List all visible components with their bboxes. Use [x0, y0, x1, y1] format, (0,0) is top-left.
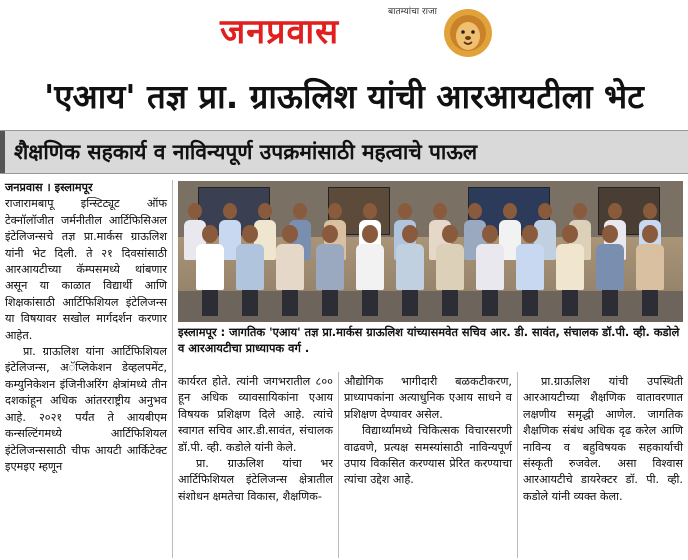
subhead-bar	[0, 130, 688, 174]
photo-person	[276, 225, 304, 316]
photo-person	[236, 225, 264, 316]
article-paragraph: औद्योगिक भागीदारी बळकटीकरण, प्राध्यापकांना अत्याधुनिक एआय साधने व प्रशिक्षण देण्यावर असेल.	[344, 375, 512, 421]
photo-person	[316, 225, 344, 316]
article-column-3	[344, 374, 512, 489]
masthead	[0, 0, 688, 64]
lion-icon	[440, 6, 496, 58]
article-column-1	[5, 180, 167, 475]
photo-person	[516, 225, 544, 316]
photo-person	[356, 225, 384, 316]
subhead: शैक्षणिक सहकार्य व नाविन्यपूर्ण उपक्रमांसाठी महत्वाचे पाऊल	[14, 140, 478, 164]
photo-person	[196, 225, 224, 316]
photo-person	[476, 225, 504, 316]
photo-person	[556, 225, 584, 316]
photo-person	[436, 225, 464, 316]
column-rule	[172, 180, 173, 558]
photo-person	[396, 225, 424, 316]
photo-person	[636, 225, 664, 316]
photo-person	[596, 225, 624, 316]
column-rule	[338, 372, 339, 558]
article-column-4	[523, 374, 683, 505]
column-rule	[517, 372, 518, 558]
group-photo	[178, 181, 683, 322]
newspaper-logo: जनप्रवास	[220, 12, 340, 52]
dateline: जनप्रवास । इस्लामपूर	[5, 181, 93, 194]
subhead-accent	[0, 131, 5, 173]
article-paragraph: विद्यार्थ्यांमध्ये चिकित्सक विचारसरणी वाढवणे, प्रत्यक्ष समस्यांसाठी नाविन्यपूर्ण उपाय विकसित करण्यास प्रेरित करण्याचा त्यांचा उद्देश आहे.	[344, 424, 512, 487]
article-paragraph: प्रा. ग्राऊलिश यांना आर्टिफिशियल इंटेलिजन्स, अॅप्लिकेशन डेव्हलपमेंट, कम्युनिकेशन इंजिनीअरिंग क्षेत्रांमध्ये तीन दशकांहून अधिक आंतरराष्ट्रीय अनुभव आहे. २०२१ पर्यंत ते आयबीएम कन्सल्टिंगमध्ये आर्टिफिशियल इंटेलिजन्ससाठी चीफ आयटी आर्किटेक्ट इएमइए म्हणून	[5, 345, 167, 473]
headline: 'एआय' तज्ञ प्रा. ग्राऊलिश यांची आरआयटीला भेट	[44, 77, 644, 116]
photo-caption: इस्लामपूर : जागतिक 'एआय' तज्ञ प्रा.मार्कस ग्राऊलिश यांच्यासमवेत सचिव आर. डी. सावंत, संचालक डॉ.पी. व्ही. कडोले व आरआयटीचा प्राध्यापक वर्ग .	[178, 325, 680, 355]
article-column-2	[178, 374, 333, 505]
article-paragraph: कार्यरत होते. त्यांनी जगभरातील ८०० हून अधिक व्यावसायिकांना एआय विषयक प्रशिक्षण दिले आहे. त्यांचे स्वागत सचिव आर.डी.सावंत, संचालक डॉ.पी. व्ही. कडोले यांनी केले.	[178, 375, 333, 454]
article-paragraph: प्रा. ग्राऊलिश यांचा भर आर्टिफिशियल इंटेलिजन्स क्षेत्रातील संशोधन क्षमतेचा विकास, शैक्षणिक-	[178, 457, 333, 503]
article-paragraph: राजारामबापू इन्स्टिट्यूट ऑफ टेक्नॉलॉजीत जर्मनीतील आर्टिफिसिअल इंटेलिजन्सचे तज्ञ प्रा.मार्कस ग्राऊलिश यांनी भेट दिली. ते २१ दिवसांसाठी आरआयटीच्या कॅम्पसमध्ये थांबणार असून या काळात विद्यार्थी आणि शिक्षकांसाठी आर्टिफिशियल इंटेलिजन्स या विषयावर सखोल मार्गदर्शन करणार आहेत.	[5, 197, 167, 342]
masthead-tagline: बातम्यांचा राजा	[388, 7, 438, 17]
article-paragraph: प्रा.ग्राऊलिश यांची उपस्थिती आरआयटीच्या शैक्षणिक वातावरणात लक्षणीय समृद्धी आणेल. जागतिक शैक्षणिक संबंध अधिक दृढ करेल आणि नाविन्य व बहुविषयक सहकार्याची संस्कृती रुजवेल. असा विश्वास आरआयटीचे डायरेक्टर डॉ. पी. व्ही. कडोले यांनी व्यक्त केला.	[523, 375, 683, 503]
